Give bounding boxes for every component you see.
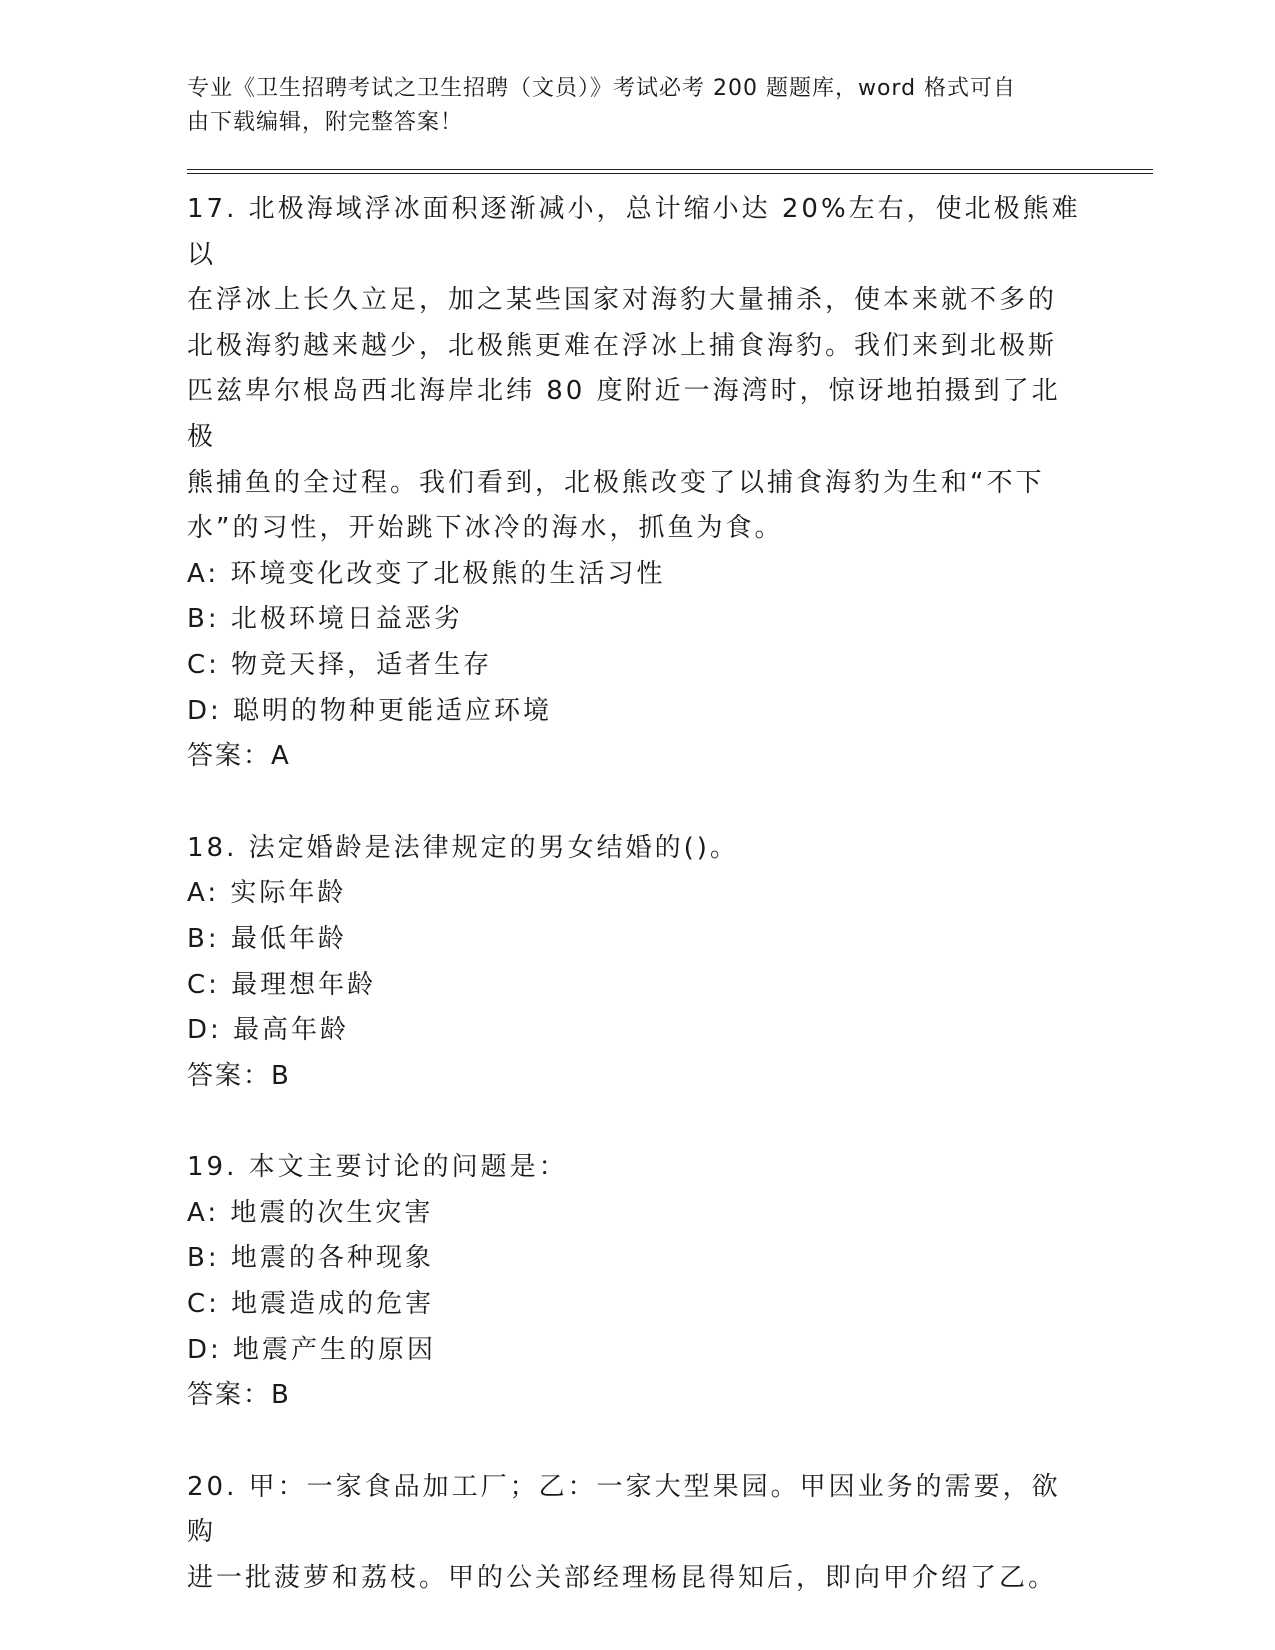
option-d: D: 最高年龄 [187, 1015, 350, 1046]
question-17 [187, 187, 1087, 780]
question-stem-line: 18. 法定婚龄是法律规定的男女结婚的()。 [187, 832, 739, 863]
option-c: C: 物竞天择，适者生存 [187, 649, 493, 680]
answer-value: B [271, 1060, 289, 1091]
header-line-1: 专业《卫生招聘考试之卫生招聘（文员）》考试必考 200 题题库，word 格式可自 [187, 76, 1017, 101]
option-a: A: 环境变化改变了北极熊的生活习性 [187, 558, 666, 589]
option-c: C: 地震造成的危害 [187, 1289, 435, 1320]
question-stem-line: 17. 北极海域浮冰面积逐渐减小，总计缩小达 20%左右，使北极熊难以 [187, 194, 1081, 270]
answer-line [187, 1054, 1087, 1100]
question-19 [187, 1145, 1087, 1419]
question-20 [187, 1465, 1087, 1602]
question-stem-line: 熊捕鱼的全过程。我们看到，北极熊改变了以捕食海豹为生和“不下 [187, 467, 1045, 498]
question-list [187, 187, 1087, 1602]
question-stem-line: 水”的习性，开始跳下冰冷的海水，抓鱼为食。 [187, 513, 784, 544]
option-d: D: 地震产生的原因 [187, 1334, 437, 1365]
answer-value: B [271, 1380, 289, 1411]
question-stem-line: 19. 本文主要讨论的问题是： [187, 1152, 568, 1183]
option-c: C: 最理想年龄 [187, 969, 377, 1000]
question-18 [187, 826, 1087, 1100]
option-d: D: 聪明的物种更能适应环境 [187, 695, 553, 726]
header-line-2: 由下载编辑，附完整答案！ [187, 110, 464, 135]
option-a: A: 实际年龄 [187, 878, 347, 909]
answer-label: 答案： [187, 1380, 272, 1411]
option-a: A: 地震的次生灾害 [187, 1197, 434, 1228]
document-header [187, 72, 1067, 140]
answer-line [187, 1373, 1087, 1419]
header-rule-top [187, 169, 1153, 170]
question-stem-line: 进一批菠萝和荔枝。甲的公关部经理杨昆得知后，即向甲介绍了乙。 [187, 1563, 1058, 1594]
answer-line [187, 734, 1087, 780]
option-b: B: 北极环境日益恶劣 [187, 604, 463, 635]
answer-label: 答案： [187, 741, 272, 772]
question-stem-line: 20. 甲：一家食品加工厂；乙：一家大型果园。甲因业务的需要，欲购 [187, 1471, 1061, 1548]
question-stem-line: 在浮冰上长久立足，加之某些国家对海豹大量捕杀，使本来就不多的 [187, 285, 1058, 316]
option-b: B: 地震的各种现象 [187, 1243, 434, 1274]
option-b: B: 最低年龄 [187, 923, 347, 954]
answer-label: 答案： [187, 1060, 272, 1091]
header-rule-bottom [187, 173, 1153, 174]
answer-value: A [271, 741, 289, 772]
question-stem-line: 匹兹卑尔根岛西北海岸北纬 80 度附近一海湾时，惊讶地拍摄到了北极 [187, 376, 1061, 452]
question-stem-line: 北极海豹越来越少，北极熊更难在浮冰上捕食海豹。我们来到北极斯 [187, 330, 1058, 361]
